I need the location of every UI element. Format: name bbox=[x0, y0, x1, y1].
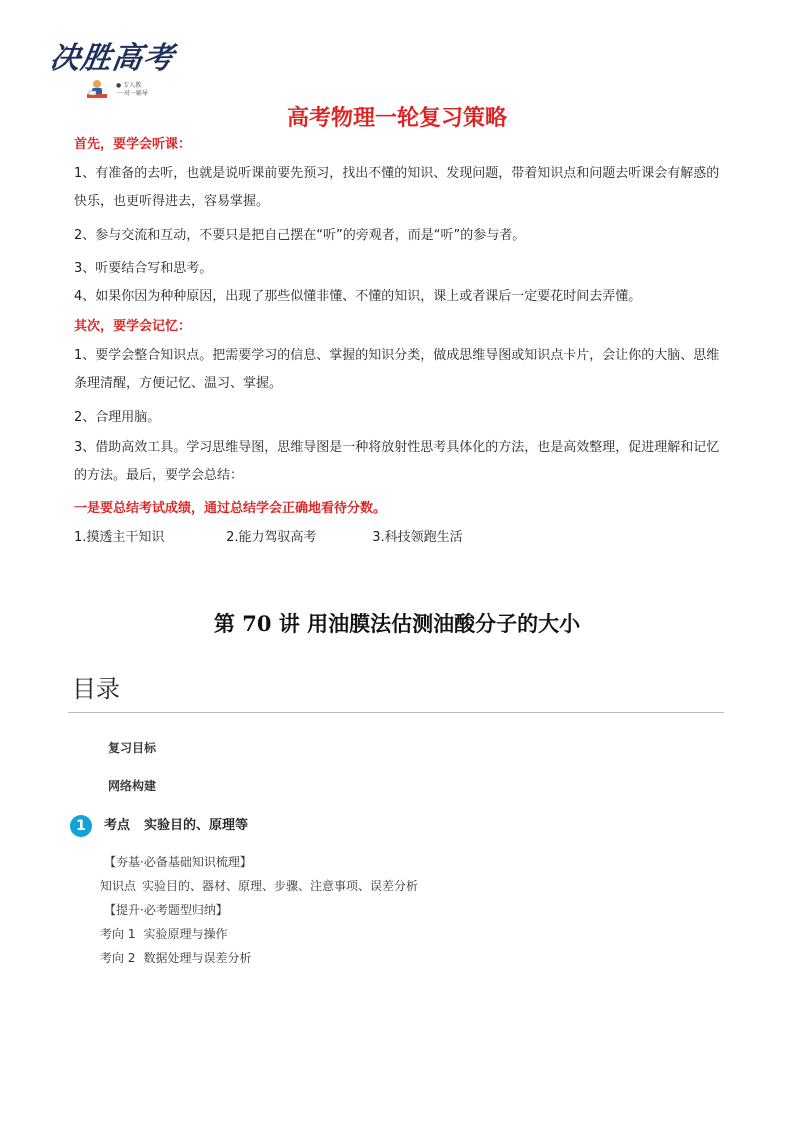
toc-item-kaodian[interactable] bbox=[104, 817, 248, 835]
toc-sub-advance[interactable] bbox=[104, 901, 228, 919]
brand-logo bbox=[47, 41, 178, 102]
sub-text: 实验目的、器材、原理、步骤、注意事项、误差分析 bbox=[142, 879, 419, 893]
logo-sub-line-1: ● 专人教 bbox=[116, 82, 142, 89]
paragraph-memory-2: 2、合理用脑。 bbox=[74, 410, 161, 425]
kaodian-label: 考点 bbox=[104, 818, 131, 833]
toc-item-review-goals[interactable]: 复习目标 bbox=[108, 741, 157, 755]
paragraph-memory-3: 3、借助高效工具。学习思维导图，思维导图是一种将放射性思考具体化的方法，也是高效整理，促进理解和记忆的方法。最后，要学会总结： bbox=[74, 440, 720, 483]
sub-label: 【夯基·必备基础知识梳理】 bbox=[104, 855, 252, 869]
logo-sub-line-2: ·一对一辅导 bbox=[116, 90, 148, 97]
student-reading-icon bbox=[84, 78, 110, 100]
section-heading-listening: 首先，要学会听课： bbox=[74, 137, 192, 152]
toc-item-network[interactable]: 网络构建 bbox=[108, 779, 157, 793]
key-phrase-3: 3.科技领跑生活 bbox=[372, 530, 463, 545]
key-phrase-2: 2.能力驾驭高考 bbox=[226, 530, 317, 545]
section-heading-memory: 其次，要学会记忆： bbox=[74, 319, 192, 334]
sub-text: 数据处理与误差分析 bbox=[143, 951, 252, 965]
toc-sub-direction-2[interactable] bbox=[100, 949, 251, 967]
key-phrase-1: 1.摸透主干知识 bbox=[74, 530, 165, 545]
paragraph-memory-1: 1、要学会整合知识点。把需要学习的信息、掌握的知识分类，做成思维导图或知识点卡片，会让你的大脑、思维条理清醒，方便记忆、温习、掌握。 bbox=[74, 348, 720, 391]
logo-subtitle bbox=[116, 82, 148, 98]
toc-sub-direction-1[interactable] bbox=[100, 925, 227, 943]
lecture-title: 第 70 讲 用油膜法估测油酸分子的大小 bbox=[213, 611, 581, 636]
toc-divider bbox=[68, 712, 724, 713]
kaodian-number-badge: 1 bbox=[70, 815, 92, 837]
paragraph-listening-1: 1、有准备的去听，也就是说听课前要先预习，找出不懂的知识、发现问题，带着知识点和问题去听课会有解惑的快乐，也更听得进去，容易掌握。 bbox=[74, 166, 720, 209]
key-phrases bbox=[74, 528, 463, 548]
sub-text: 实验原理与操作 bbox=[143, 927, 228, 941]
toc-sub-knowledge[interactable] bbox=[100, 877, 418, 895]
sub-label: 考向 2 bbox=[100, 951, 136, 965]
kaodian-text: 实验目的、原理等 bbox=[144, 818, 249, 833]
sub-label: 【提升·必考题型归纳】 bbox=[104, 903, 228, 917]
toc-sub-foundation[interactable] bbox=[104, 853, 252, 871]
sub-label: 考向 1 bbox=[100, 927, 136, 941]
sub-label: 知识点 bbox=[100, 879, 137, 893]
page-title: 高考物理一轮复习策略 bbox=[286, 106, 507, 131]
summary-statement: 一是要总结考试成绩，通过总结学会正确地看待分数。 bbox=[74, 501, 387, 516]
logo-text: 决胜高考 bbox=[47, 41, 177, 76]
paragraph-listening-3: 3、听要结合写和思考。 bbox=[74, 261, 213, 276]
toc-heading: 目录 bbox=[72, 675, 120, 703]
paragraph-listening-4: 4、如果你因为种种原因，出现了那些似懂非懂、不懂的知识，课上或者课后一定要花时间去弄懂。 bbox=[74, 289, 642, 304]
paragraph-listening-2: 2、参与交流和互动，不要只是把自己摆在“听”的旁观者，而是“听”的参与者。 bbox=[74, 228, 526, 243]
